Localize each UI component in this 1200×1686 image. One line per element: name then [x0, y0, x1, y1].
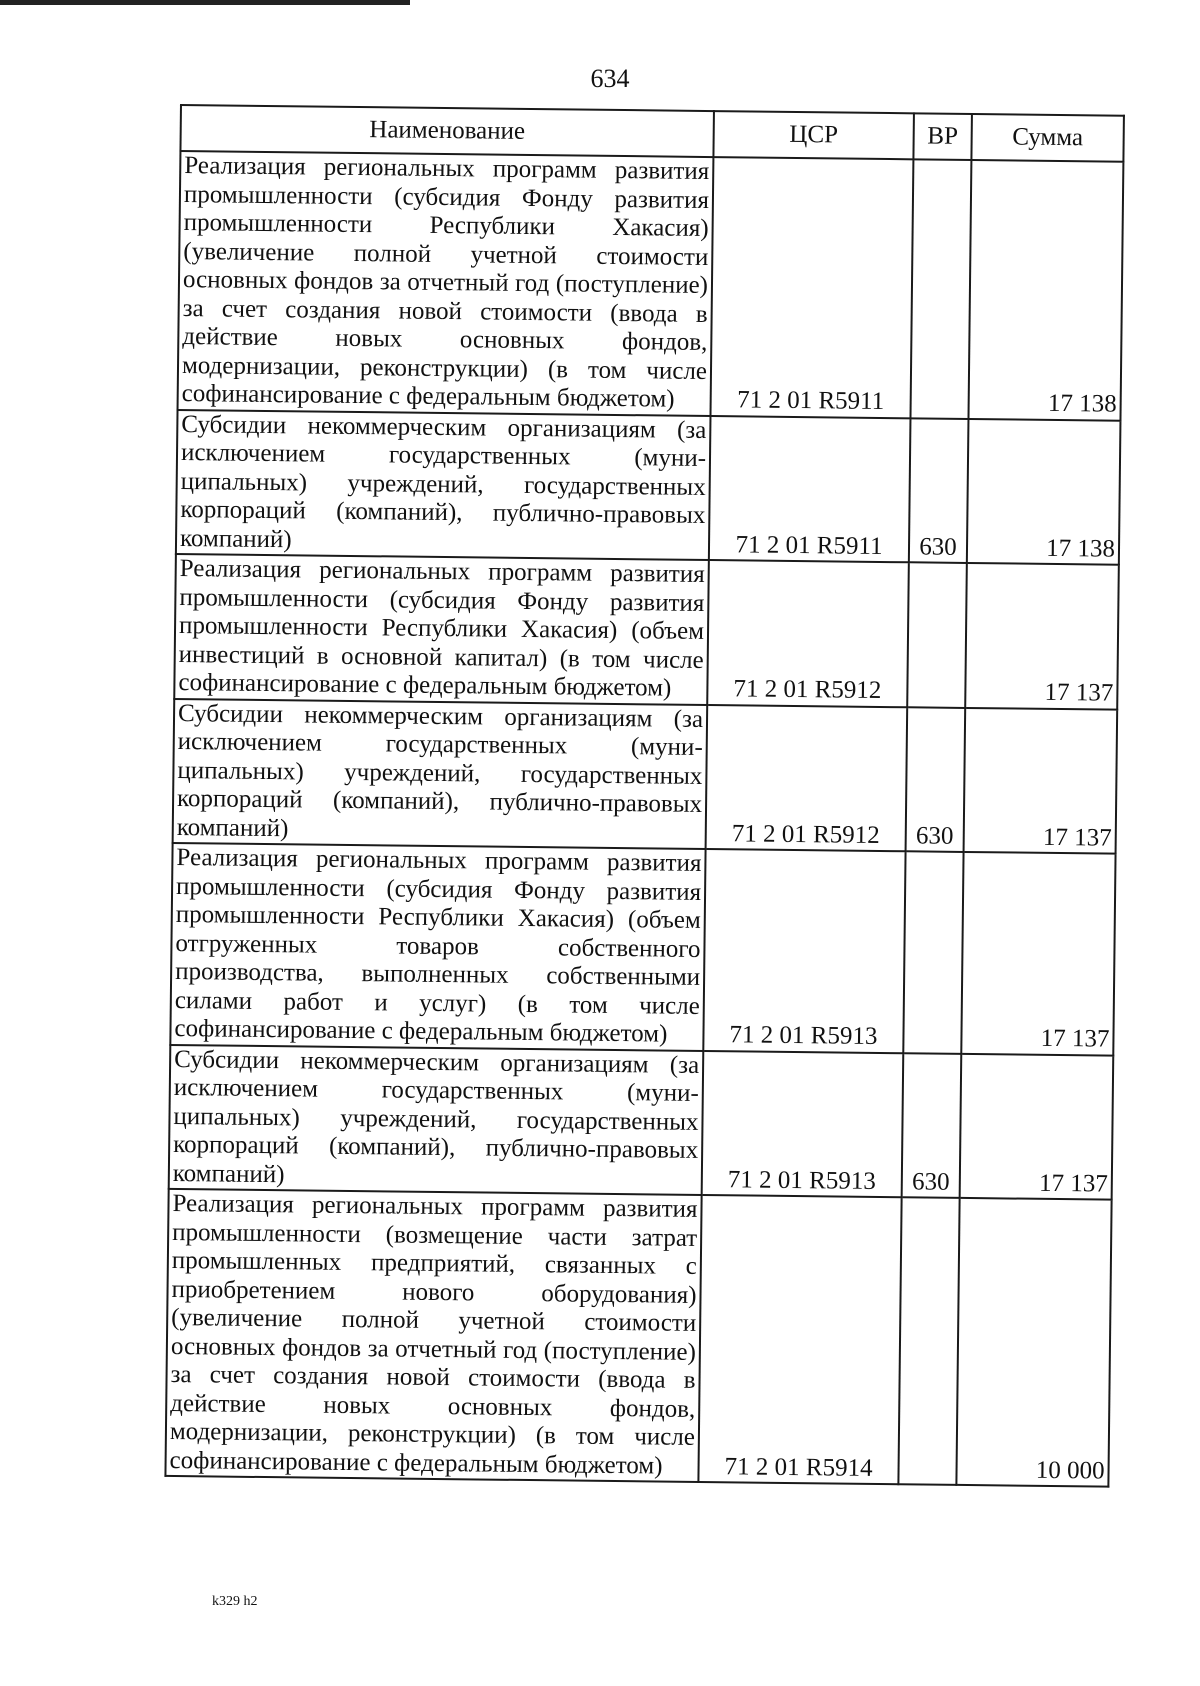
row-name: Реализация региональных программ развития промышленности (субсидия Фонду развития промышленности Республики Хакасия) (увеличение полной учетной стоимости основных фондов за отчетный год (поступление) за счет создания новой стоимости (ввода в действие новых основных фондов, модернизации, реконструкции) (в том числе софинансирование с федеральным бюджетом) — [178, 151, 714, 416]
row-csr: 71 2 01 R5914 — [698, 1195, 901, 1484]
footer-code: k329 h2 — [212, 1594, 258, 1609]
row-name: Субсидии некоммерческим организациям (за исключением государственных (муниципальных) учреждений, государственных корпораций (компаний), публично-правовых компаний) — [169, 1044, 704, 1195]
table-row — [174, 554, 1119, 709]
header-csr: ЦСР — [713, 111, 914, 159]
row-sum: 17 138 — [967, 418, 1121, 564]
row-name: Реализация региональных программ развития промышленности (субсидия Фонду развития промышленности Республики Хакасия) (объем отгруженных товаров собственного производства, выполненных собственными силами работ и услуг) (в том числе софинансирование с федеральным бюджетом) — [170, 843, 705, 1051]
row-name: Субсидии некоммерческим организациям (за исключением государственных (муниципальных) учреждений, государственных корпораций (компаний), публично-правовых компаний) — [176, 409, 711, 560]
row-sum: 17 137 — [965, 563, 1119, 709]
row-sum: 17 138 — [968, 160, 1123, 420]
page-number: 634 — [590, 64, 630, 93]
row-vr — [903, 851, 963, 1053]
row-sum: 17 137 — [964, 707, 1118, 853]
row-vr: 630 — [906, 707, 966, 852]
row-sum: 17 137 — [961, 852, 1115, 1055]
row-name: Субсидии некоммерческим организациям (за исключением государственных (муниципальных) учреждений, государственных корпораций (компаний), публично-правовых компаний) — [173, 698, 708, 849]
row-csr: 71 2 01 R5913 — [703, 849, 905, 1053]
budget-table — [164, 104, 1125, 1488]
row-vr: 630 — [909, 418, 969, 563]
row-sum: 10 000 — [956, 1198, 1111, 1487]
row-sum: 17 137 — [960, 1053, 1114, 1199]
row-vr — [907, 562, 967, 707]
table-row — [173, 698, 1118, 853]
row-vr: 630 — [902, 1053, 962, 1198]
table-row — [178, 151, 1124, 420]
row-csr: 71 2 01 R5913 — [702, 1050, 904, 1197]
row-name: Реализация региональных программ развития промышленности (субсидия Фонду развития промышленности Республики Хакасия) (объем инвестиций в основной капитал) (в том числе софинансирование с федеральным бюджетом) — [174, 554, 709, 705]
table-row — [170, 843, 1115, 1055]
row-vr — [898, 1197, 959, 1485]
row-csr: 71 2 01 R5911 — [709, 416, 911, 563]
row-name: Реализация региональных программ развития промышленности (возмещение части затрат промышленных предприятий, связанных с приобретением нового оборудования) (увеличение полной учетной стоимости основных фондов за отчетный год (поступление) за счет создания новой стоимости (ввода в действие новых основных фондов, модернизации, реконструкции) (в том числе софинансирование с федеральным бюджетом) — [165, 1189, 701, 1482]
row-csr: 71 2 01 R5911 — [710, 157, 913, 418]
row-csr: 71 2 01 R5912 — [706, 705, 908, 852]
row-csr: 71 2 01 R5912 — [707, 560, 909, 707]
top-rule — [0, 0, 410, 5]
table-row — [165, 1189, 1111, 1487]
row-vr — [910, 159, 971, 418]
header-vr: ВР — [913, 113, 972, 160]
header-name: Наименование — [180, 105, 713, 157]
table-row — [169, 1044, 1114, 1199]
header-sum: Сумма — [971, 114, 1124, 162]
table-row — [176, 409, 1121, 564]
